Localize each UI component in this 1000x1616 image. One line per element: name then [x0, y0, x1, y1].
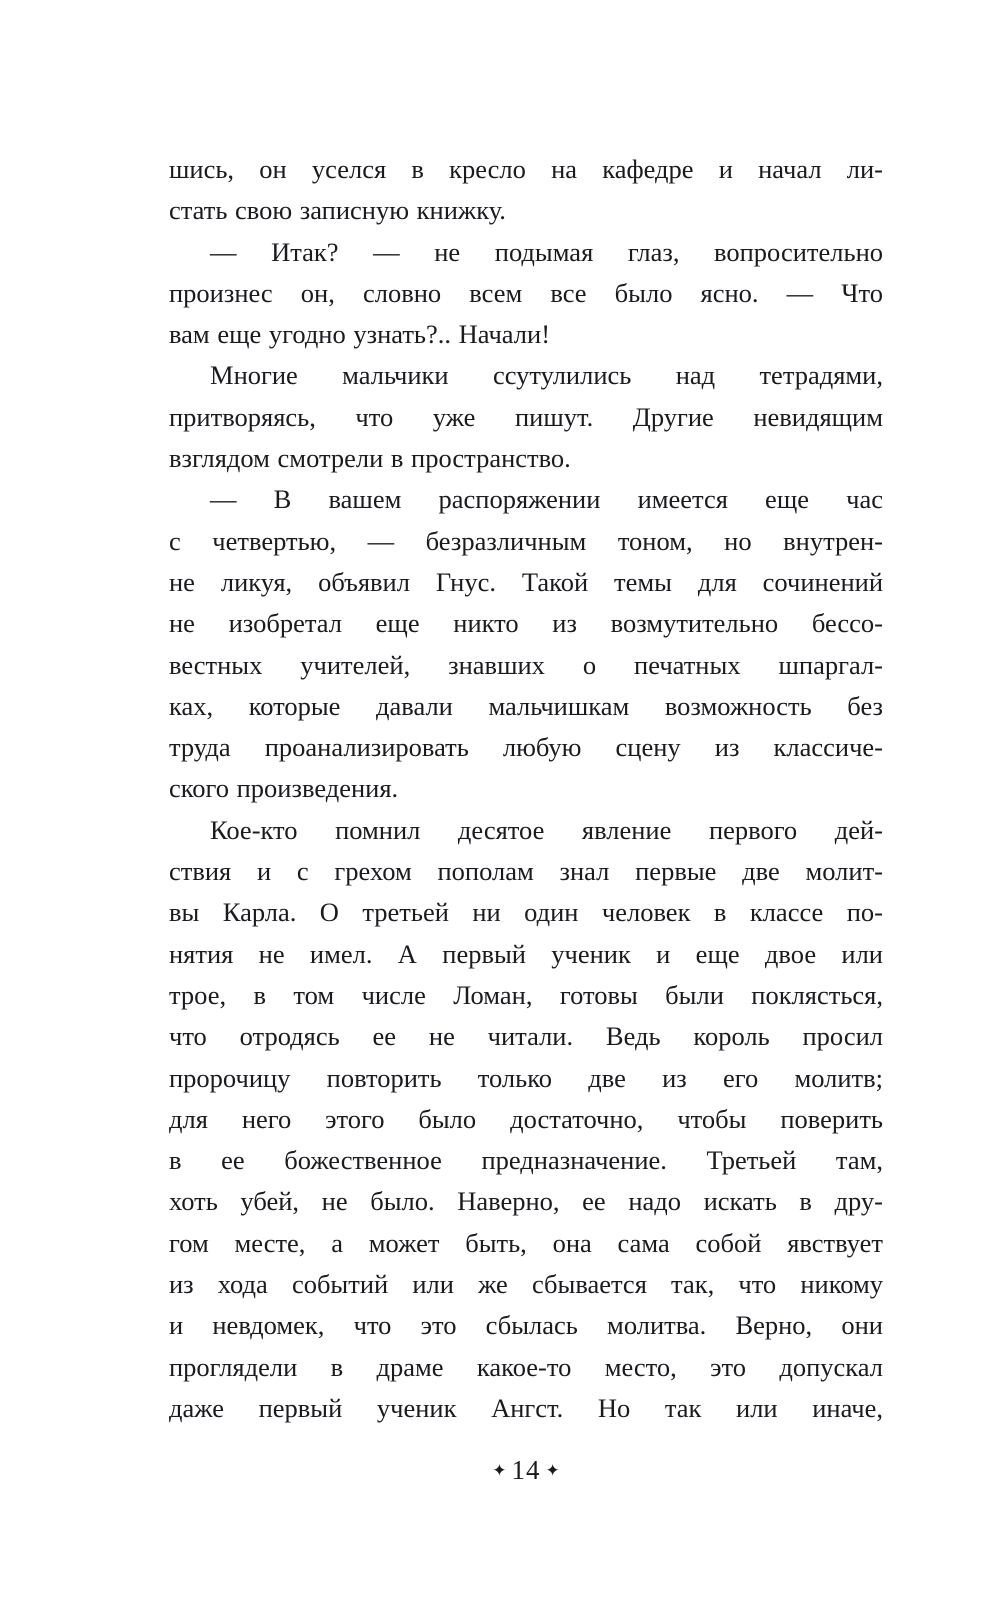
text-line: ках, которые давали мальчишкам возможность без — [169, 690, 883, 721]
text-line: труда проанализировать любую сцену из классиче- — [169, 732, 883, 763]
text-line: гом месте, а может быть, она сама собой явствует — [169, 1227, 883, 1258]
text-line: — Итак? — не подымая глаз, вопросительно — [210, 236, 883, 267]
text-line: взглядом смотрели в пространство. — [169, 443, 571, 474]
text-line: даже первый ученик Ангст. Но так или иначе, — [169, 1392, 883, 1423]
text-line: шись, он уселся в кресло на кафедре и начал ли- — [169, 154, 883, 184]
text-line: что отродясь ее не читали. Ведь король просил — [169, 1021, 883, 1052]
text-line: пророчицу повторить только две из его молитв; — [169, 1062, 883, 1093]
text-line: и невдомек, что это сбылась молитва. Верно, они — [169, 1310, 883, 1341]
text-line: в ее божественное предназначение. Третьей там, — [169, 1145, 883, 1176]
text-line: Многие мальчики ссутулились над тетрадями, — [210, 360, 883, 391]
text-line: вестных учителей, знавших о печатных шпаргал- — [169, 649, 883, 680]
text-line: проглядели в драме какое-то место, это допускал — [169, 1351, 883, 1382]
text-line: ского произведения. — [169, 773, 399, 804]
text-line: притворяясь, что уже пишут. Другие невидящим — [169, 401, 883, 432]
text-line: Кое-кто помнил десятое явление первого дей- — [210, 814, 883, 845]
text-line: трое, в том числе Ломан, готовы были поклясться, — [169, 979, 883, 1010]
text-line: для него этого было достаточно, чтобы поверить — [169, 1103, 883, 1134]
text-line: произнес он, словно всем все было ясно. — Что — [169, 277, 883, 308]
text-line: стать свою записную книжку. — [169, 195, 506, 226]
page-footer — [169, 1452, 883, 1492]
page-number: 14 — [511, 1455, 541, 1485]
text-line: вы Карла. О третьей ни один человек в классе по- — [169, 897, 883, 928]
text-line: ствия и с грехом пополам знал первые две молит- — [169, 856, 883, 887]
text-line: хоть убей, не было. Наверно, ее надо искать в дру- — [169, 1186, 883, 1217]
text-line: из хода событий или же сбывается так, что никому — [169, 1269, 883, 1300]
text-line: не ликуя, объявил Гнус. Такой темы для сочинений — [169, 566, 883, 597]
text-line: вам еще угодно узнать?.. Начали! — [169, 319, 551, 350]
text-line: нятия не имел. А первый ученик и еще двое или — [169, 938, 883, 969]
diamond-ornament-left-icon: ✦ — [492, 1461, 507, 1481]
page-text — [169, 149, 883, 1429]
text-line: с четвертью, — безразличным тоном, но внутрен- — [169, 525, 883, 556]
text-line: не изобретал еще никто из возмутительно бессо- — [169, 608, 883, 639]
diamond-ornament-right-icon: ✦ — [545, 1461, 560, 1481]
text-line: — В вашем распоряжении имеется еще час — [210, 484, 883, 515]
